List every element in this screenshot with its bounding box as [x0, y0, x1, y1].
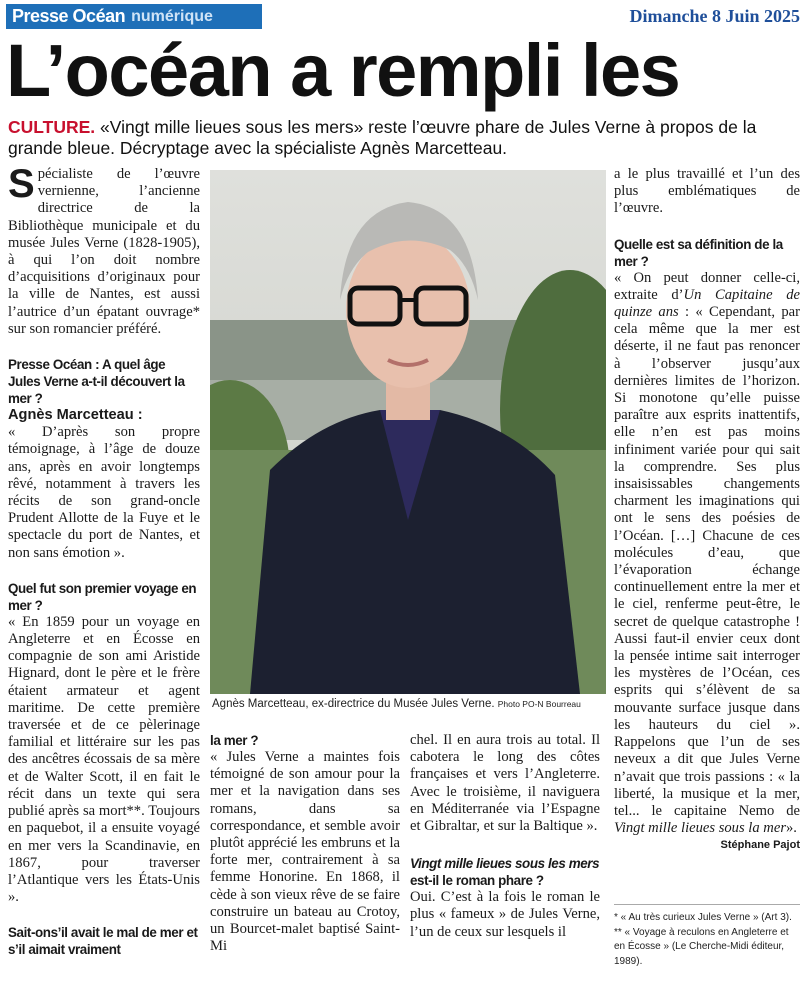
footnotes — [614, 904, 800, 969]
answer-4-part2: a le plus travaillé et l’un des plus emblématiques de l’œuvre. — [614, 166, 800, 217]
answer-5-b: : « Cependant, par cela même que la mer est déserte, il ne faut pas renoncer à l’observer jusqu’aux dernières limites de l’horizon. Si monotone qu’elle puisse paraître aux esprits inattentifs, elle n’en est pas moins infiniment variée pour qui sait la comprendre. Ses plus insaisissables changements charment les imaginations qui ont le sens des poésies de l’Océan. […] Chacune de ces molécules d’eau, que l’évaporation échange continuellement entre la mer et le ciel, renferme peut-être, le secret de quelque catastrophe ! Aussi faut-il envier ceux dont la pensée intime sait interroger les mystères de l’Océan, ces esprits qui s’élèvent de sa mouvante surface jusque dans les hauteurs du ciel ». Rappelons que l’un de ses neveux a dit que Jules Verne n’avait que trois passions : « la liberté, la musique et la mer, tel... le capitaine Nemo de — [614, 304, 801, 819]
photo-caption — [212, 698, 606, 710]
caption-text: Agnès Marcetteau, ex-directrice du Musée Jules Verne. — [212, 698, 495, 710]
answer-5 — [614, 270, 800, 838]
question-2: Quel fut son premier voyage en mer ? — [8, 580, 197, 613]
speaker-name: Agnès Marcetteau : — [8, 407, 143, 424]
issue-date: Dimanche 8 Juin 2025 — [629, 6, 800, 26]
question-5: Quelle est sa définition de la mer ? — [614, 236, 783, 269]
question-3-part1: Sait-ons’il avait le mal de mer et s’il aimait vraiment — [8, 925, 198, 958]
answer-2: « En 1859 pour un voyage en Angleterre et en Écosse en compagnie de son ami Aristide Hignard, dont le père et le frère étaient armateur et agent maritime. De cette première traversée et de ce pèlerinage familial et littéraire sur les pas des ancêtres écossais de sa mère et de Walter Scott, il en fait le récit dans un texte qui sera publié après sa mort**. Toujours en paquebot, il a ensuite voyagé en mer vers la Scandinavie, en 1867, pour traverser l’Atlantique vers les États-Unis ». — [8, 613, 200, 906]
answer-1-text: « D’après son propre témoignage, à l’âge de douze ans, après en avoir longtemps rêvé, notamment à travers les récits de son grand-oncle Prudent Allotte de la Fuye et le spectacle du port de Nantes, et non sans émotion ». — [8, 424, 200, 561]
answer-5-title2: Vingt mille lieues sous la mer — [614, 820, 786, 837]
photo-credit: Photo PO-N Bourreau — [497, 699, 581, 709]
answer-5-title: Un Capitaine de quinze ans — [614, 286, 800, 321]
footnote-1: * « Au très curieux Jules Verne » (Art 3). — [614, 912, 792, 923]
answer-3-part2: chel. Il en aura trois au total. Il cabotera le long des côtes françaises et vers l’Angleterre. Avec le troisième, il naviguera en Méditerranée via l’Espagne et Gibraltar, et sur la Baltique ». — [410, 732, 600, 835]
answer-1 — [8, 407, 200, 562]
question-1: Presse Océan : A quel âge Jules Verne a-t-il découvert la mer ? — [8, 357, 185, 407]
question-3-part2: la mer ? — [210, 733, 259, 748]
column-1 — [8, 162, 200, 958]
footnote-2: ** « Voyage à reculons en Angleterre et en Écosse » (Le Cherche-Midi éditeur, 1989). — [614, 926, 789, 967]
standfirst-text: «Vingt mille lieues sous les mers» reste l’œuvre phare de Jules Verne à propos de la grande bleue. Décryptage avec la spécialiste Agnès Marcetteau. — [8, 117, 757, 158]
question-4-title: Vingt mille lieues sous les mers — [410, 856, 600, 872]
dropcap: S — [8, 162, 35, 206]
question-4 — [410, 855, 600, 889]
byline: Stéphane Pajot — [720, 839, 800, 852]
brand-name: Presse Océan — [12, 6, 126, 26]
standfirst — [8, 117, 768, 159]
answer-4-part1: Oui. C’est à la fois le roman le plus « fameux » de Jules Verne, l’un de ceux sur lesquels il — [410, 889, 600, 940]
headline: L’océan a rempli les — [6, 29, 680, 112]
category-label: CULTURE. — [8, 117, 96, 137]
intro-text: pécialiste de l’œuvre vernienne, l’ancienne directrice de la Bibliothèque municipale et du musée Jules Verne (1828-1905), à qui l’on doit nombre d’acquisitions d’originaux pour la ville de Nantes, est aussi l’autrice d’un épatant ouvrage* sur son romancier préféré. — [8, 166, 200, 337]
brand-suffix: numérique — [131, 7, 213, 25]
column-2 — [210, 732, 400, 955]
question-4-rest: est-il le roman phare ? — [410, 873, 544, 889]
answer-5-c: ». — [786, 820, 797, 837]
answer-3-part1: « Jules Verne a maintes fois témoigné de son amour pour la mer et la navigation dans ses romans, dans sa correspondance, et semble avoir plutôt apprécié les embruns et la forte mer, contrairement à sa femme Honorine. En 1868, il cède à son vieux rêve de se faire construire un bateau au Crotoy, un Bourcet-malet baptisé Saint-Mi — [210, 749, 400, 955]
answer-5-a: « On peut donner celle-ci, extraite d’ — [614, 269, 800, 303]
column-4 — [614, 166, 800, 855]
portrait-illustration — [210, 170, 606, 694]
masthead-brand — [6, 4, 262, 29]
intro-paragraph — [8, 162, 200, 338]
portrait-photo — [210, 170, 606, 694]
column-3 — [410, 732, 600, 941]
